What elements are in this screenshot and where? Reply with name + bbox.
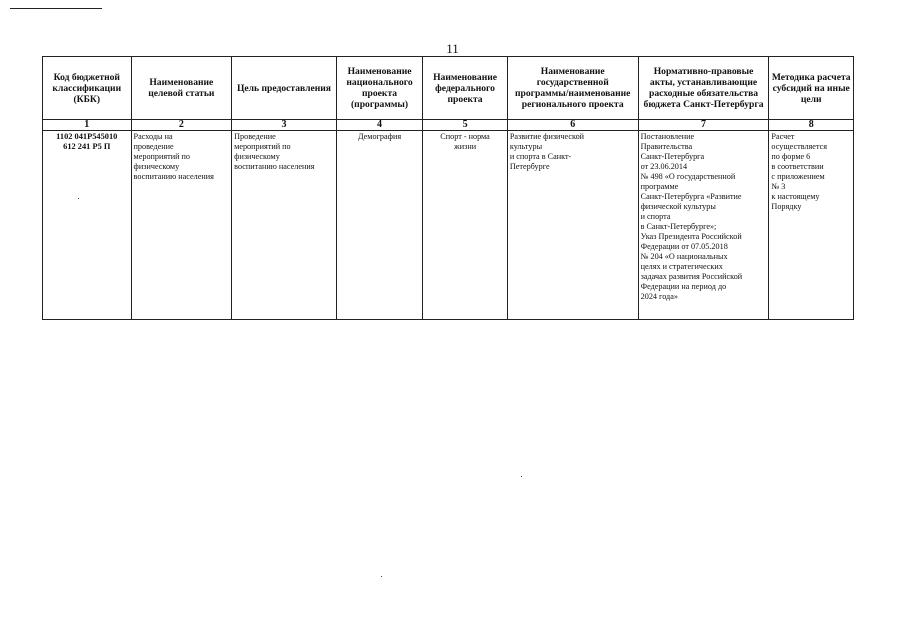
page-number: 11 xyxy=(446,41,459,56)
column-number: 6 xyxy=(507,120,638,131)
header-national-project: Наименование национального проекта (программы) xyxy=(336,57,423,120)
column-number: 7 xyxy=(638,120,769,131)
header-legal-acts: Нормативно-правовые акты, устанавливающие расходные обязательства бюджета Санкт-Петербурга xyxy=(638,57,769,120)
column-number: 1 xyxy=(43,120,132,131)
header-purpose: Цель предоставления xyxy=(232,57,337,120)
header-state-program: Наименование государственной программы/наименование регионального проекта xyxy=(507,57,638,120)
scan-speck xyxy=(521,476,522,477)
column-number: 4 xyxy=(336,120,423,131)
header-methodology: Методика расчета субсидий на иные цели xyxy=(769,57,854,120)
column-number: 3 xyxy=(232,120,337,131)
column-number: 2 xyxy=(131,120,232,131)
national-project-cell: Демография xyxy=(336,131,423,320)
legal-acts-cell: Постановление Правительства Санкт-Петербурга от 23.06.2014 № 498 «О государственной программе Санкт-Петербурга «Развитие физической культуры и спорта в Санкт-Петербурге»; Указ Президента Российской Федерации от 07.05.2018 № 204 «О национальных целях и стратегических задачах развития Российской Федерации на период до 2024 года» xyxy=(638,131,769,320)
state-program-cell: Развитие физической культуры и спорта в Санкт- Петербурге xyxy=(507,131,638,320)
methodology-cell: Расчет осуществляется по форме 6 в соответствии с приложением № 3 к настоящему Порядку xyxy=(769,131,854,320)
header-kbk: Код бюджетной классификации (КБК) xyxy=(43,57,132,120)
scan-speck xyxy=(381,576,382,577)
column-number: 8 xyxy=(769,120,854,131)
header-row xyxy=(43,57,854,120)
kbk-cell: 1102 041Р545010 612 241 Р5 П xyxy=(43,131,132,320)
header-federal-project: Наименование федерального проекта xyxy=(423,57,508,120)
purpose-cell: Проведение мероприятий по физическому воспитанию населения xyxy=(232,131,337,320)
subsidy-table xyxy=(42,56,854,320)
scan-speck xyxy=(78,198,79,199)
top-rule xyxy=(10,8,102,9)
header-target-article: Наименование целевой статьи xyxy=(131,57,232,120)
target-article-cell: Расходы на проведение мероприятий по физическому воспитанию населения xyxy=(131,131,232,320)
table-row xyxy=(43,131,854,320)
column-number-row xyxy=(43,120,854,131)
federal-project-cell: Спорт - норма жизни xyxy=(423,131,508,320)
column-number: 5 xyxy=(423,120,508,131)
